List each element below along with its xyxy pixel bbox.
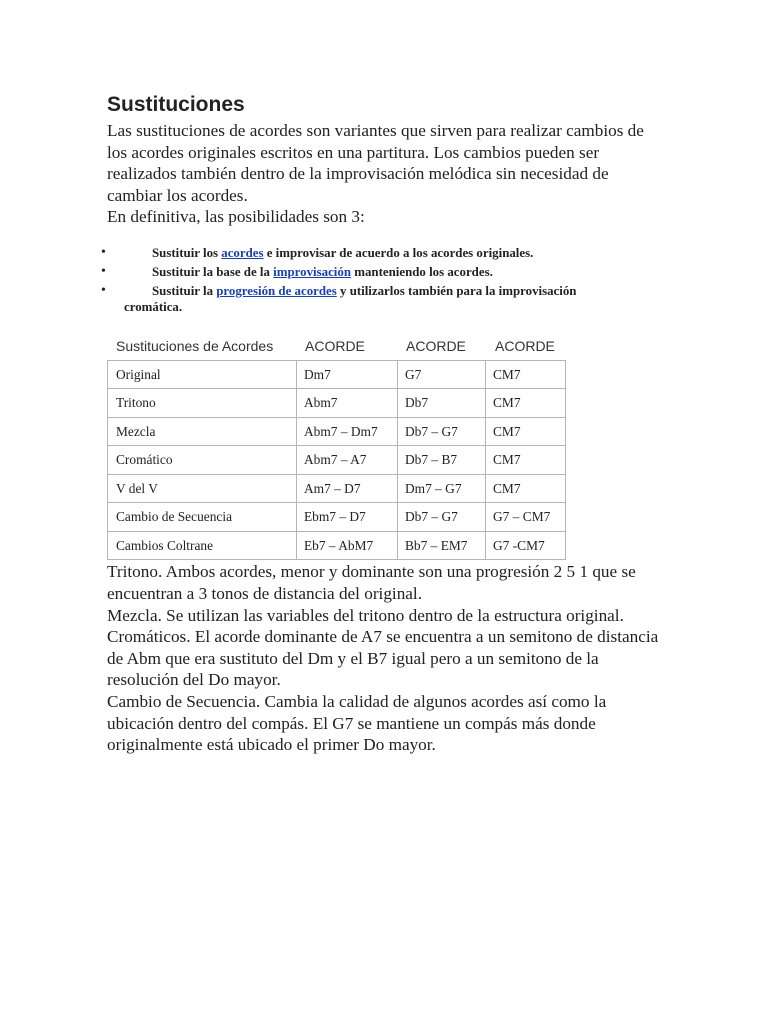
list-item bbox=[0, 283, 680, 315]
table-row bbox=[108, 474, 566, 503]
link-improvisacion[interactable]: improvisación bbox=[273, 264, 352, 279]
table-cell: CM7 bbox=[486, 417, 566, 446]
bullet-text: manteniendo los acordes. bbox=[351, 264, 493, 279]
table-header-row bbox=[116, 321, 667, 355]
table-cell: Abm7 – A7 bbox=[297, 446, 398, 475]
table-cell: Eb7 – AbM7 bbox=[297, 531, 398, 560]
table-cell: Db7 – G7 bbox=[398, 503, 486, 532]
table-cell: Bb7 – EM7 bbox=[398, 531, 486, 560]
table-cell: Cambio de Secuencia bbox=[108, 503, 297, 532]
substitutions-table bbox=[107, 360, 566, 561]
document-page bbox=[101, 92, 667, 756]
column-header: Sustituciones de Acordes bbox=[116, 337, 274, 354]
table-row bbox=[108, 531, 566, 560]
bullet-text: e improvisar de acuerdo a los acordes originales. bbox=[263, 245, 534, 260]
list-item bbox=[0, 245, 680, 261]
bullet-text: Sustituir la bbox=[152, 283, 217, 298]
table-cell: CM7 bbox=[486, 446, 566, 475]
table-cell: Cromático bbox=[108, 446, 297, 475]
table-cell: Ebm7 – D7 bbox=[297, 503, 398, 532]
table-row bbox=[108, 503, 566, 532]
note-paragraph: Tritono. Ambos acordes, menor y dominante son una progresión 2 5 1 que se encuentran a 3 tonos de distancia del original. bbox=[107, 562, 636, 604]
table-row bbox=[108, 389, 566, 418]
note-paragraph: Mezcla. Se utilizan las variables del tritono dentro de la estructura original. bbox=[107, 605, 624, 625]
list-item bbox=[0, 264, 680, 280]
table-cell: Am7 – D7 bbox=[297, 474, 398, 503]
options-list bbox=[0, 245, 680, 315]
table-row bbox=[108, 446, 566, 475]
table-cell: V del V bbox=[108, 474, 297, 503]
page-title: Sustituciones bbox=[107, 93, 245, 116]
table-cell: Abm7 bbox=[297, 389, 398, 418]
bullet-text-continuation: cromática. bbox=[124, 299, 183, 314]
bullet-text: Sustituir los bbox=[152, 245, 222, 260]
table-cell: Db7 – G7 bbox=[398, 417, 486, 446]
column-header: ACORDE bbox=[305, 337, 365, 354]
column-header: ACORDE bbox=[495, 337, 555, 354]
table-cell: G7 – CM7 bbox=[486, 503, 566, 532]
note-paragraph: Cromáticos. El acorde dominante de A7 se encuentra a un semitono de distancia de Abm que era sustituto del Dm y el B7 igual pero a un semitono de la resolución del Do mayor. bbox=[107, 627, 659, 690]
table-cell: Dm7 – G7 bbox=[398, 474, 486, 503]
table-cell: Mezcla bbox=[108, 417, 297, 446]
note-paragraph: Cambio de Secuencia. Cambia la calidad de algunos acordes así como la ubicación dentro del compás. El G7 se mantiene un compás más donde originalmente está ubicado el primer Do mayor. bbox=[107, 692, 607, 755]
table-cell: CM7 bbox=[486, 360, 566, 389]
table-cell: CM7 bbox=[486, 389, 566, 418]
table-cell: G7 bbox=[398, 360, 486, 389]
lead-paragraph: En definitiva, las posibilidades son 3: bbox=[107, 207, 365, 227]
bullet-text: y utilizarlos también para la improvisación bbox=[336, 283, 577, 298]
intro-paragraph: Las sustituciones de acordes son variantes que sirven para realizar cambios de los acordes originales escritos en una partitura. Los cambios pueden ser realizados también dentro de la improvisación melódica sin necesidad de cambiar los acordes. bbox=[107, 121, 644, 205]
table-cell: Tritono bbox=[108, 389, 297, 418]
bullet-icon: • bbox=[101, 244, 106, 260]
table-cell: Db7 bbox=[398, 389, 486, 418]
table-cell: G7 -CM7 bbox=[486, 531, 566, 560]
table-cell: Dm7 bbox=[297, 360, 398, 389]
table-cell: Cambios Coltrane bbox=[108, 531, 297, 560]
table-row bbox=[108, 417, 566, 446]
table-cell: Original bbox=[108, 360, 297, 389]
column-header: ACORDE bbox=[406, 337, 466, 354]
bullet-icon: • bbox=[101, 282, 106, 298]
explanations bbox=[107, 561, 667, 755]
table-cell: CM7 bbox=[486, 474, 566, 503]
link-acordes[interactable]: acordes bbox=[221, 245, 264, 260]
bullet-icon: • bbox=[101, 263, 106, 279]
bullet-text: Sustituir la base de la bbox=[152, 264, 274, 279]
table-row bbox=[108, 360, 566, 389]
link-progresion-de-acordes[interactable]: progresión de acordes bbox=[216, 283, 337, 298]
table-cell: Db7 – B7 bbox=[398, 446, 486, 475]
table-cell: Abm7 – Dm7 bbox=[297, 417, 398, 446]
